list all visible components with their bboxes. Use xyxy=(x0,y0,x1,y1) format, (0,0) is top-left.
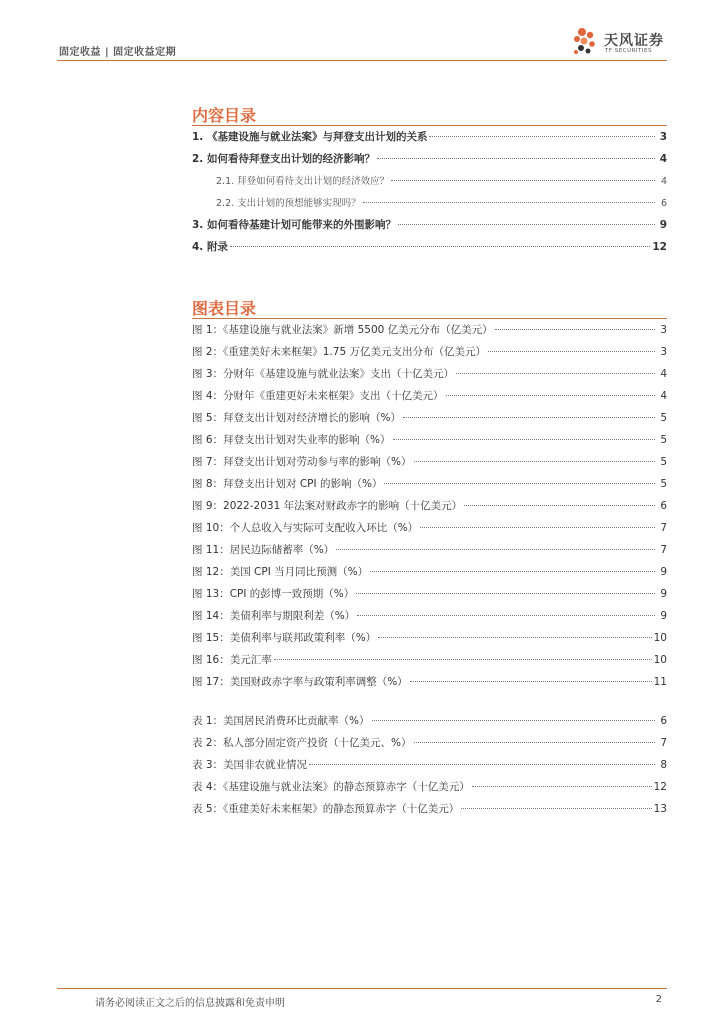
toc-entry[interactable] xyxy=(192,344,667,366)
toc-entry[interactable] xyxy=(192,239,667,261)
toc-entry-label: 2. 如何看待拜登支出计划的经济影响？ xyxy=(192,153,375,165)
figures-title: 图表目录 xyxy=(192,299,257,318)
toc-entry[interactable] xyxy=(192,779,667,801)
logo-text: 天风证券 xyxy=(604,33,664,49)
toc-entry-page: 3 xyxy=(660,346,667,358)
toc-entry-label: 图 8：拜登支出计划对 CPI 的影响（%） xyxy=(192,478,383,490)
toc-entry-page: 5 xyxy=(660,478,667,490)
toc-entry-label: 表 1：美国居民消费环比贡献率（%） xyxy=(192,715,370,727)
toc-entry-page: 6 xyxy=(660,715,667,727)
toc-entry-page: 4 xyxy=(660,176,667,187)
toc-leader-dots xyxy=(357,615,655,616)
toc-entry-page: 10 xyxy=(653,654,667,666)
logo-subtext: TF SECURITIES xyxy=(605,48,652,54)
toc-entry[interactable] xyxy=(192,542,667,564)
toc-entry-label: 表 3：美国非农就业情况 xyxy=(192,759,308,771)
toc-entry-page: 5 xyxy=(660,412,667,424)
toc-entry[interactable] xyxy=(192,454,667,476)
toc-entry-label: 表 4：《基建设施与就业法案》的静态预算赤字（十亿美元） xyxy=(192,781,470,793)
figures-divider xyxy=(192,318,667,319)
toc-entry[interactable] xyxy=(192,564,667,586)
toc-entry-page: 5 xyxy=(660,456,667,468)
toc-leader-dots xyxy=(414,461,656,462)
toc-entry[interactable] xyxy=(192,520,667,542)
toc-entry-page: 7 xyxy=(660,737,667,749)
toc-entry-label: 图 3：分财年《基建设施与就业法案》支出（十亿美元） xyxy=(192,368,455,380)
toc-entry-label: 图 7：拜登支出计划对劳动参与率的影响（%） xyxy=(192,456,412,468)
toc-entry-page: 6 xyxy=(660,500,667,512)
header-divider xyxy=(57,60,667,61)
toc-leader-dots xyxy=(456,373,655,374)
tables-list xyxy=(192,713,667,823)
toc-leader-dots xyxy=(336,549,655,550)
toc-leader-dots xyxy=(230,246,650,247)
toc-entry[interactable] xyxy=(192,735,667,757)
toc-entry-label: 图 6：拜登支出计划对失业率的影响（%） xyxy=(192,434,391,446)
toc-entry-page: 5 xyxy=(660,434,667,446)
toc-entry-label: 图 17：美国财政赤字率与政策利率调整（%） xyxy=(192,676,408,688)
toc-entry-label: 2.2. 支出计划的预想能够实现吗？ xyxy=(216,198,361,209)
toc-leader-dots xyxy=(384,483,655,484)
toc-entry-page: 9 xyxy=(660,610,667,622)
toc-entry-page: 9 xyxy=(660,566,667,578)
toc-entry-label: 3. 如何看待基建计划可能带来的外围影响？ xyxy=(192,219,396,231)
toc-entry[interactable] xyxy=(192,322,667,344)
toc-entry-label: 1. 《基建设施与就业法案》与拜登支出计划的关系 xyxy=(192,131,428,143)
toc-leader-dots xyxy=(403,417,655,418)
page-number: 2 xyxy=(655,994,662,1005)
toc-entry-label: 图 4：分财年《重建更好未来框架》支出（十亿美元） xyxy=(192,390,444,402)
toc-entry[interactable] xyxy=(192,608,667,630)
toc-leader-dots xyxy=(461,808,651,809)
toc-entry-label: 图 16：美元汇率 xyxy=(192,654,272,666)
toc-entry-page: 12 xyxy=(653,781,667,793)
toc-entry-page: 3 xyxy=(660,324,667,336)
toc-entry[interactable] xyxy=(192,498,667,520)
tf-securities-logo xyxy=(570,26,680,58)
toc-leader-dots xyxy=(398,224,655,225)
toc-leader-dots xyxy=(464,505,655,506)
toc-entry-page: 4 xyxy=(659,153,667,165)
toc-entry-label: 图 10：个人总收入与实际可支配收入环比（%） xyxy=(192,522,419,534)
toc-entry-label: 图 9：2022-2031 年法案对财政赤字的影响（十亿美元） xyxy=(192,500,463,512)
toc-entry[interactable] xyxy=(192,410,667,432)
toc-entry[interactable] xyxy=(192,388,667,410)
header-breadcrumb: 固定收益 | 固定收益定期 xyxy=(59,47,177,58)
toc-entry-page: 6 xyxy=(660,198,667,209)
toc-entry-label: 图 12：美国 CPI 当月同比预测（%） xyxy=(192,566,369,578)
toc-entry-page: 4 xyxy=(660,390,667,402)
toc-entry-label: 图 11：居民边际储蓄率（%） xyxy=(192,544,335,556)
toc-entry-label: 表 2：私人部分固定资产投资（十亿美元、%） xyxy=(192,737,412,749)
toc-entry-label: 表 5：《重建美好未来框架》的静态预算赤字（十亿美元） xyxy=(192,803,460,815)
toc-leader-dots xyxy=(377,158,655,159)
toc-leader-dots xyxy=(363,202,655,203)
toc-leader-dots xyxy=(372,720,656,721)
toc-leader-dots xyxy=(420,527,655,528)
toc-leader-dots xyxy=(472,786,652,787)
toc-leader-dots xyxy=(370,571,655,572)
toc-entry[interactable] xyxy=(192,674,667,696)
toc-entry[interactable] xyxy=(192,151,667,173)
toc-leader-dots xyxy=(429,136,655,137)
toc-entry[interactable] xyxy=(192,366,667,388)
toc-leader-dots xyxy=(410,681,652,682)
toc-entry[interactable] xyxy=(192,173,667,195)
toc-entry-label: 图 2：《重建美好未来框架》1.75 万亿美元支出分布（亿美元） xyxy=(192,346,486,358)
toc-entry[interactable] xyxy=(192,713,667,735)
toc-entry[interactable] xyxy=(192,195,667,217)
contents-divider xyxy=(192,125,667,126)
toc-entry[interactable] xyxy=(192,801,667,823)
logo-flower-icon xyxy=(570,26,604,58)
toc-leader-dots xyxy=(274,659,652,660)
toc-leader-dots xyxy=(495,329,655,330)
toc-entry-page: 7 xyxy=(660,544,667,556)
toc-entry-page: 9 xyxy=(660,588,667,600)
toc-entry[interactable] xyxy=(192,476,667,498)
toc-entry-page: 9 xyxy=(659,219,667,231)
toc-entry-label: 图 5：拜登支出计划对经济增长的影响（%） xyxy=(192,412,401,424)
toc-entry-label: 图 15：美债利率与联邦政策利率（%） xyxy=(192,632,377,644)
toc-entry-page: 8 xyxy=(660,759,667,771)
footer-disclaimer: 请务必阅读正文之后的信息披露和免责申明 xyxy=(95,998,285,1009)
toc-entry-page: 11 xyxy=(653,676,667,688)
footer-divider xyxy=(57,988,667,989)
toc-leader-dots xyxy=(414,742,656,743)
toc-entry[interactable] xyxy=(192,432,667,454)
toc-entry-label: 图 13：CPI 的彭博一致预期（%） xyxy=(192,588,355,600)
toc-entry[interactable] xyxy=(192,217,667,239)
contents-list xyxy=(192,129,667,261)
toc-entry-page: 13 xyxy=(653,803,667,815)
toc-entry-page: 10 xyxy=(653,632,667,644)
toc-entry[interactable] xyxy=(192,586,667,608)
toc-entry-page: 4 xyxy=(660,368,667,380)
toc-leader-dots xyxy=(488,351,655,352)
toc-entry-label: 4. 附录 xyxy=(192,241,228,253)
toc-leader-dots xyxy=(356,593,655,594)
toc-entry-label: 图 1：《基建设施与就业法案》新增 5500 亿美元分布（亿美元） xyxy=(192,324,493,336)
toc-entry-page: 7 xyxy=(660,522,667,534)
toc-entry[interactable] xyxy=(192,652,667,674)
figures-list xyxy=(192,322,667,696)
toc-entry[interactable] xyxy=(192,129,667,151)
toc-entry[interactable] xyxy=(192,757,667,779)
toc-entry-page: 12 xyxy=(652,241,667,253)
toc-leader-dots xyxy=(378,637,651,638)
toc-entry-label: 2.1. 拜登如何看待支出计划的经济效应？ xyxy=(216,176,390,187)
toc-leader-dots xyxy=(391,180,655,181)
toc-entry-page: 3 xyxy=(659,131,667,143)
contents-title: 内容目录 xyxy=(192,106,257,125)
toc-leader-dots xyxy=(309,764,655,765)
toc-entry-label: 图 14：美债利率与期限利差（%） xyxy=(192,610,356,622)
toc-leader-dots xyxy=(393,439,656,440)
toc-leader-dots xyxy=(446,395,655,396)
toc-entry[interactable] xyxy=(192,630,667,652)
